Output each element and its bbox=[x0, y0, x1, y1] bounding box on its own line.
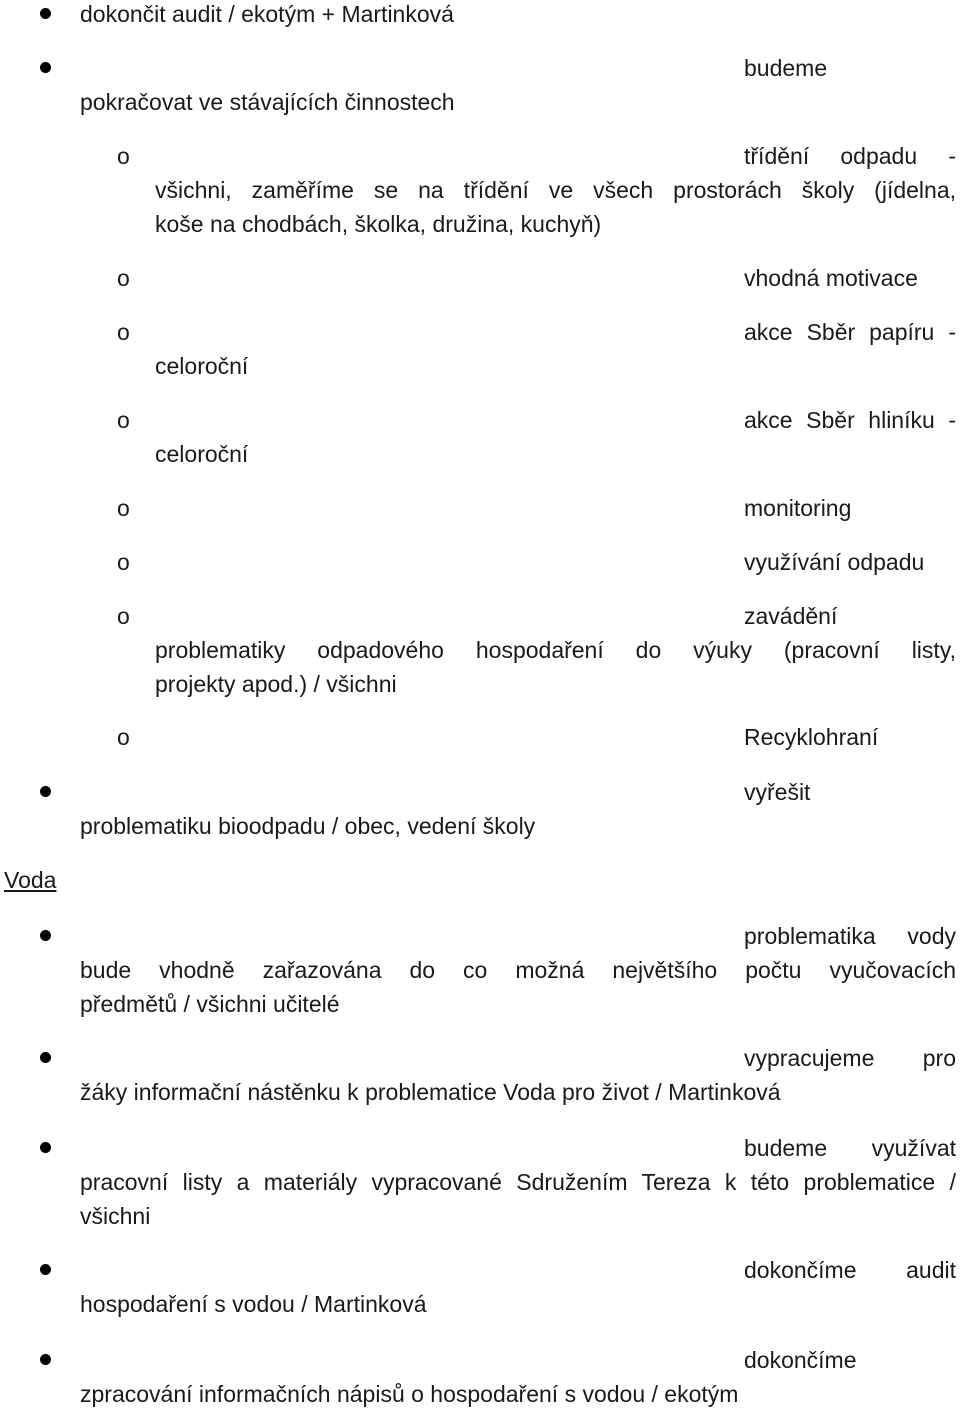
sub-item-lead: Recyklohraní bbox=[744, 724, 879, 750]
bullet-icon bbox=[40, 786, 51, 797]
list-item-line: žáky informační nástěnku k problematice Voda pro život / Martinková bbox=[80, 1079, 781, 1105]
list-item-line: zpracování informačních nápisů o hospodaření s vodou / ekotým bbox=[80, 1381, 739, 1407]
circle-bullet-icon: o bbox=[117, 603, 130, 629]
list-item-line: předmětů / všichni učitelé bbox=[80, 991, 340, 1017]
sub-item-lead: akce Sběr hliníku - bbox=[744, 407, 956, 433]
list-item-line: všichni bbox=[80, 1203, 151, 1229]
list-item-lead: dokončíme audit bbox=[744, 1257, 956, 1283]
list-item: dokončit audit / ekotým + Martinková bbox=[80, 1, 454, 27]
circle-bullet-icon: o bbox=[117, 549, 130, 575]
bullet-icon bbox=[40, 1052, 51, 1063]
bullet-icon bbox=[40, 8, 51, 19]
circle-bullet-icon: o bbox=[117, 495, 130, 521]
sub-item-lead: akce Sběr papíru - bbox=[744, 319, 956, 345]
circle-bullet-icon: o bbox=[117, 265, 130, 291]
list-item-lead: vypracujeme pro bbox=[744, 1045, 956, 1071]
sub-item-lead: monitoring bbox=[744, 495, 852, 521]
sub-item-line: projekty apod.) / všichni bbox=[155, 671, 397, 697]
bullet-icon bbox=[40, 930, 51, 941]
bullet-icon bbox=[40, 1264, 51, 1275]
circle-bullet-icon: o bbox=[117, 143, 130, 169]
bullet-icon bbox=[40, 1354, 51, 1365]
section-heading: Voda bbox=[4, 867, 57, 893]
circle-bullet-icon: o bbox=[117, 724, 130, 750]
sub-item-lead: využívání odpadu bbox=[744, 549, 925, 575]
circle-bullet-icon: o bbox=[117, 407, 130, 433]
list-item: problematiku bioodpadu / obec, vedení školy bbox=[80, 813, 536, 839]
list-item-line: bude vhodně zařazována do co možná největšího počtu vyučovacích bbox=[80, 957, 956, 983]
list-item-lead: budeme využívat bbox=[744, 1135, 956, 1161]
list-item-lead: dokončíme bbox=[744, 1347, 857, 1373]
sub-item-lead: zavádění bbox=[744, 603, 838, 629]
bullet-icon bbox=[40, 62, 51, 73]
sub-item-lead: vhodná motivace bbox=[744, 265, 918, 291]
sub-item-line: problematiky odpadového hospodaření do výuky (pracovní listy, bbox=[155, 637, 956, 663]
list-item-lead: vyřešit bbox=[744, 779, 811, 805]
sub-item-line: celoroční bbox=[155, 353, 249, 379]
list-item-lead: budeme bbox=[744, 55, 828, 81]
list-item-lead: problematika vody bbox=[744, 923, 956, 949]
list-item-line: pracovní listy a materiály vypracované Sdružením Tereza k této problematice / bbox=[80, 1169, 956, 1195]
sub-item-lead: třídění odpadu - bbox=[744, 143, 956, 169]
sub-item-line: celoroční bbox=[155, 441, 249, 467]
sub-item-line: všichni, zaměříme se na třídění ve všech prostorách školy (jídelna, bbox=[155, 177, 956, 203]
bullet-icon bbox=[40, 1142, 51, 1153]
list-item-line: hospodaření s vodou / Martinková bbox=[80, 1291, 427, 1317]
sub-item-line: koše na chodbách, školka, družina, kuchyň) bbox=[155, 211, 602, 237]
circle-bullet-icon: o bbox=[117, 319, 130, 345]
list-item: pokračovat ve stávajících činnostech bbox=[80, 89, 455, 115]
